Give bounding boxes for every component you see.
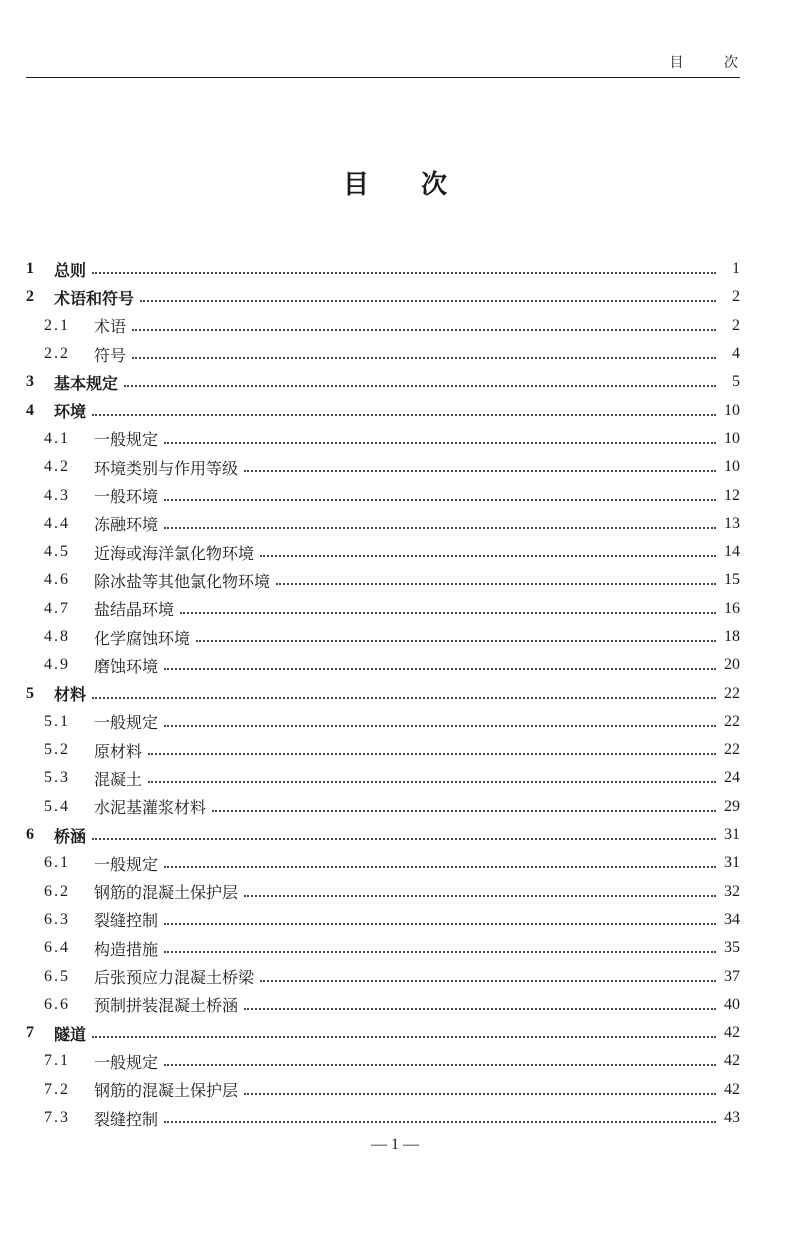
toc-section-entry[interactable] [26, 736, 740, 764]
toc-dot-leader [244, 895, 716, 897]
toc-entry-page: 31 [724, 826, 740, 844]
toc-entry-page: 22 [724, 712, 740, 730]
toc-entry-page: 1 [732, 260, 740, 278]
toc-entry-page: 16 [724, 599, 740, 617]
toc-entry-number: 5.4 [44, 797, 70, 815]
toc-section-entry[interactable] [26, 651, 740, 679]
toc-entry-number: 4.3 [44, 486, 70, 504]
toc-dot-leader [148, 781, 716, 783]
toc-entry-title: 原材料 [94, 741, 143, 761]
toc-dot-leader [180, 612, 716, 614]
toc-entry-title: 环境类别与作用等级 [94, 458, 239, 478]
toc-dot-leader [276, 583, 716, 585]
toc-section-entry[interactable] [26, 566, 740, 594]
toc-entry-page: 24 [724, 769, 740, 787]
toc-entry-page: 32 [724, 882, 740, 900]
toc-dot-leader [140, 300, 716, 302]
toc-dot-leader [164, 499, 716, 501]
toc-entry-title: 盐结晶环境 [94, 600, 175, 620]
toc-entry-page: 12 [724, 486, 740, 504]
toc-entry-title: 桥涵 [54, 826, 87, 846]
toc-section-entry[interactable] [26, 849, 740, 877]
toc-entry-title: 符号 [94, 345, 127, 365]
toc-entry-title: 术语 [94, 317, 127, 337]
toc-dot-leader [244, 470, 716, 472]
toc-section-entry[interactable] [26, 538, 740, 566]
toc-chapter-entry[interactable] [26, 1019, 740, 1047]
toc-entry-page: 34 [724, 910, 740, 928]
toc-chapter-entry[interactable] [26, 368, 740, 396]
toc-dot-leader [164, 527, 716, 529]
toc-chapter-entry[interactable] [26, 283, 740, 311]
toc-entry-page: 42 [724, 1052, 740, 1070]
page-number-footer: — 1 — [371, 1136, 419, 1153]
toc-entry-number: 4.4 [44, 514, 70, 532]
toc-section-entry[interactable] [26, 764, 740, 792]
toc-entry-number: 4.6 [44, 571, 70, 589]
toc-section-entry[interactable] [26, 453, 740, 481]
page-title: 目次 [342, 170, 499, 200]
toc-entry-title: 一般环境 [94, 487, 159, 507]
toc-dot-leader [164, 725, 716, 727]
toc-entry-title: 磨蚀环境 [94, 656, 159, 676]
toc-entry-page: 31 [724, 854, 740, 872]
toc-dot-leader [92, 272, 716, 274]
toc-entry-number: 5.3 [44, 769, 70, 787]
toc-entry-number: 6.5 [44, 967, 70, 985]
toc-entry-title: 隧道 [54, 1024, 87, 1044]
toc-entry-page: 2 [732, 288, 740, 306]
toc-dot-leader [164, 866, 716, 868]
toc-chapter-entry[interactable] [26, 255, 740, 283]
toc-entry-number: 5.1 [44, 712, 70, 730]
toc-entry-number: 4.5 [44, 543, 70, 561]
toc-section-entry[interactable] [26, 340, 740, 368]
toc-entry-number: 5 [26, 684, 34, 702]
toc-entry-number: 4 [26, 401, 34, 419]
toc-dot-leader [260, 980, 716, 982]
toc-section-entry[interactable] [26, 962, 740, 990]
toc-entry-page: 14 [724, 543, 740, 561]
toc-entry-page: 15 [724, 571, 740, 589]
toc-entry-number: 7.3 [44, 1109, 70, 1127]
toc-entry-number: 6.6 [44, 995, 70, 1013]
table-of-contents [26, 255, 740, 1132]
toc-entry-title: 一般规定 [94, 430, 159, 450]
header-rule [26, 77, 740, 78]
toc-section-entry[interactable] [26, 623, 740, 651]
toc-entry-number: 4.2 [44, 458, 70, 476]
toc-dot-leader [132, 357, 716, 359]
toc-entry-page: 10 [724, 401, 740, 419]
toc-section-entry[interactable] [26, 878, 740, 906]
toc-section-entry[interactable] [26, 991, 740, 1019]
toc-entry-title: 水泥基灌浆材料 [94, 798, 207, 818]
toc-entry-number: 7.2 [44, 1080, 70, 1098]
toc-dot-leader [164, 1064, 716, 1066]
toc-dot-leader [124, 385, 716, 387]
toc-entry-title: 冻融环境 [94, 515, 159, 535]
toc-entry-number: 5.2 [44, 741, 70, 759]
toc-entry-number: 6 [26, 826, 34, 844]
toc-entry-title: 一般规定 [94, 713, 159, 733]
toc-dot-leader [244, 1093, 716, 1095]
toc-entry-page: 20 [724, 656, 740, 674]
toc-entry-number: 2.2 [44, 345, 70, 363]
toc-dot-leader [164, 1121, 716, 1123]
toc-entry-title: 裂缝控制 [94, 911, 159, 931]
toc-entry-number: 4.8 [44, 628, 70, 645]
toc-entry-title: 材料 [54, 685, 87, 705]
toc-section-entry[interactable] [26, 708, 740, 736]
toc-entry-title: 近海或海洋氯化物环境 [94, 543, 255, 563]
toc-entry-number: 6.4 [44, 939, 70, 957]
toc-chapter-entry[interactable] [26, 821, 740, 849]
toc-entry-title: 裂缝控制 [94, 1109, 159, 1129]
toc-entry-title: 钢筋的混凝土保护层 [94, 883, 239, 903]
toc-entry-title: 混凝土 [94, 769, 143, 789]
toc-dot-leader [164, 951, 716, 953]
toc-entry-title: 一般规定 [94, 854, 159, 874]
toc-entry-title: 一般规定 [94, 1052, 159, 1072]
toc-section-entry[interactable] [26, 312, 740, 340]
toc-entry-number: 2.1 [44, 316, 70, 334]
toc-entry-number: 6.2 [44, 882, 70, 900]
toc-dot-leader [196, 640, 716, 642]
toc-entry-page: 22 [724, 741, 740, 759]
toc-entry-number: 4.7 [44, 599, 70, 617]
toc-entry-page: 35 [724, 939, 740, 957]
toc-entry-page: 29 [724, 797, 740, 815]
toc-dot-leader [92, 838, 716, 840]
toc-entry-title: 基本规定 [54, 373, 119, 393]
toc-section-entry[interactable] [26, 510, 740, 538]
toc-dot-leader [244, 1008, 716, 1010]
toc-dot-leader [164, 923, 716, 925]
toc-entry-page: 43 [724, 1109, 740, 1127]
toc-entry-title: 化学腐蚀环境 [94, 628, 191, 648]
toc-entry-page: 22 [724, 684, 740, 702]
toc-entry-page: 18 [724, 628, 740, 645]
toc-entry-number: 6.1 [44, 854, 70, 872]
running-head: 目 次 [669, 55, 756, 71]
toc-entry-number: 2 [26, 288, 34, 306]
toc-section-entry[interactable] [26, 1076, 740, 1104]
toc-entry-title: 钢筋的混凝土保护层 [94, 1081, 239, 1101]
toc-dot-leader [212, 810, 716, 812]
toc-entry-title: 预制拼装混凝土桥涵 [94, 996, 239, 1016]
toc-entry-number: 1 [26, 260, 34, 278]
toc-entry-title: 术语和符号 [54, 288, 135, 308]
toc-entry-number: 4.9 [44, 656, 70, 674]
toc-entry-title: 总则 [54, 260, 87, 280]
toc-entry-page: 42 [724, 1080, 740, 1098]
toc-entry-page: 40 [724, 995, 740, 1013]
toc-chapter-entry[interactable] [26, 396, 740, 424]
toc-entry-title: 后张预应力混凝土桥梁 [94, 968, 255, 988]
toc-entry-title: 除冰盐等其他氯化物环境 [94, 571, 271, 591]
toc-entry-page: 10 [724, 458, 740, 476]
toc-entry-page: 37 [724, 967, 740, 985]
toc-section-entry[interactable] [26, 425, 740, 453]
toc-section-entry[interactable] [26, 1104, 740, 1132]
toc-entry-page: 4 [732, 345, 740, 363]
toc-entry-title: 环境 [54, 402, 87, 422]
toc-entry-number: 4.1 [44, 429, 70, 447]
toc-entry-number: 7 [26, 1024, 34, 1042]
toc-dot-leader [132, 329, 716, 331]
toc-dot-leader [164, 668, 716, 670]
toc-entry-page: 2 [732, 316, 740, 334]
toc-entry-number: 3 [26, 373, 34, 391]
toc-dot-leader [260, 555, 716, 557]
toc-dot-leader [92, 1036, 716, 1038]
toc-section-entry[interactable] [26, 481, 740, 509]
toc-section-entry[interactable] [26, 595, 740, 623]
toc-entry-page: 13 [724, 514, 740, 532]
toc-section-entry[interactable] [26, 793, 740, 821]
toc-dot-leader [92, 414, 716, 416]
toc-entry-page: 42 [724, 1024, 740, 1042]
toc-dot-leader [92, 697, 716, 699]
toc-entry-number: 7.1 [44, 1052, 70, 1070]
toc-dot-leader [148, 753, 716, 755]
toc-section-entry[interactable] [26, 934, 740, 962]
toc-entry-title: 构造措施 [94, 939, 159, 959]
toc-entry-number: 6.3 [44, 910, 70, 928]
toc-section-entry[interactable] [26, 1047, 740, 1075]
toc-dot-leader [164, 442, 716, 444]
toc-section-entry[interactable] [26, 906, 740, 934]
toc-chapter-entry[interactable] [26, 679, 740, 707]
toc-entry-page: 10 [724, 429, 740, 447]
toc-entry-page: 5 [732, 373, 740, 391]
